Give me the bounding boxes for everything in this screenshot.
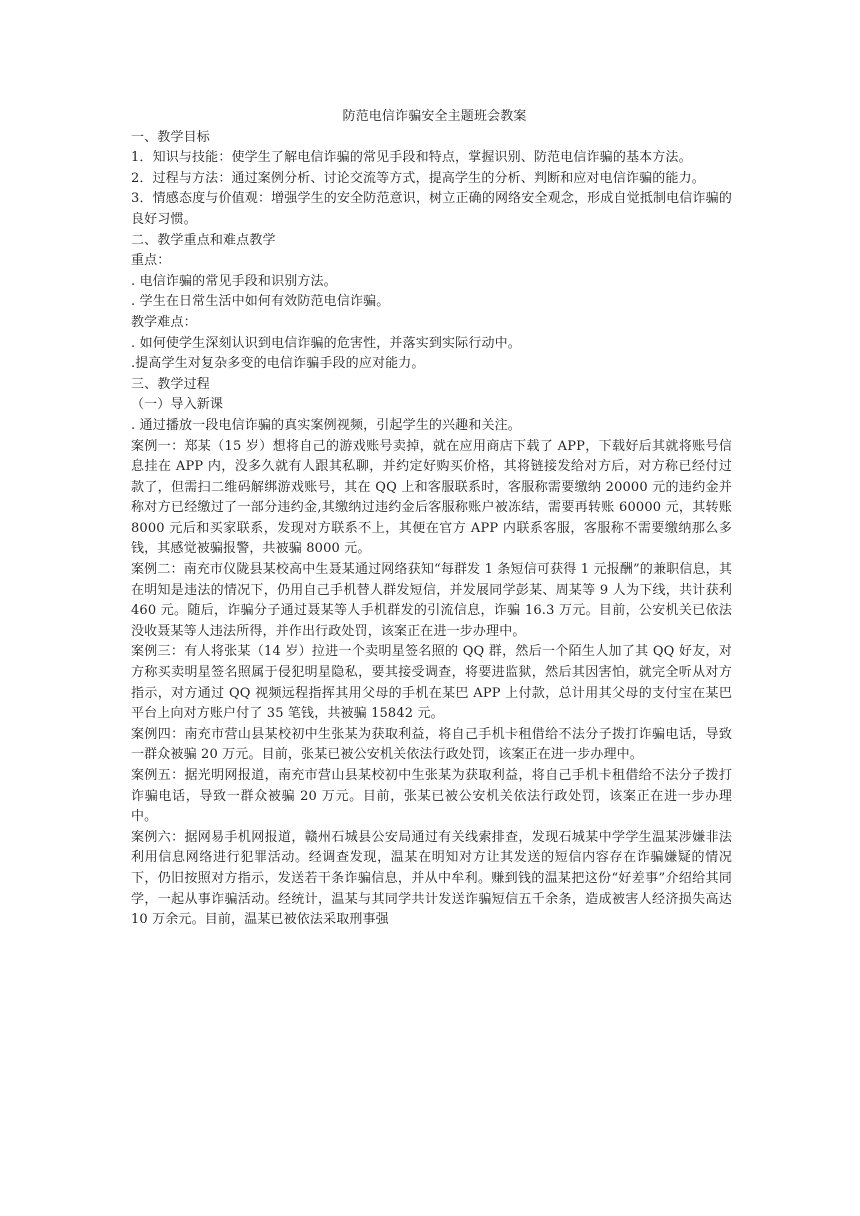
goal-3: 3．情感态度与价值观：增强学生的安全防范意识，树立正确的网络安全观念，形成自觉抵制电信诈骗的良好习惯。 — [131, 191, 732, 227]
heading-teaching-process: 三、教学过程 — [131, 376, 210, 392]
difficulties-label: 教学难点： — [131, 314, 197, 330]
intro-item: . 通过播放一段电信诈骗的真实案例视频，引起学生的兴趣和关注。 — [131, 417, 521, 433]
key-point-2: . 学生在日常生活中如何有效防范电信诈骗。 — [131, 294, 390, 310]
heading-teaching-goals: 一、教学目标 — [131, 129, 210, 145]
key-point-1: . 电信诈骗的常见手段和识别方法。 — [131, 273, 337, 289]
case-6: 案例六：据网易手机网报道，赣州石城县公安局通过有关线索排查，发现石城某中学学生温某涉嫌非法利用信息网络进行犯罪活动。经调查发现，温某在明知对方让其发送的短信内容存在诈骗嫌疑的情况下，仍旧按照对方指示，发送若干条诈骗信息，并从中牟利。赚到钱的温某把这份“好差事”介绍给其同学，一起从事诈骗活动。经统计，温某与其同学共计发送诈骗短信五千余条，造成被害人经济损失高达 10 万余元。目前，温某已被依法采取刑事强 — [131, 829, 732, 928]
case-4: 案例四：南充市营山县某校初中生张某为获取利益，将自己手机卡租借给不法分子拨打诈骗电话，导致一群众被骗 20 万元。目前，张某已被公安机关依法行政处罚，该案正在进一步办理中。 — [131, 726, 732, 763]
document-body — [131, 107, 732, 931]
case-1: 案例一：郑某（15 岁）想将自己的游戏账号卖掉，就在应用商店下载了 APP，下载好后其就将账号信息挂在 APP 内，没多久就有人跟其私聊，并约定好购买价格，其将链接发给对方后，对方称已经付过款了，但需扫二维码解绑游戏账号，其在 QQ 上和客服联系时，客服称需要缴纳 20000 元的违约金并称对方已经缴过了一部分违约金,其缴纳过违约金后客服称账户被冻结，需要再转账 60000 元，其转账 8000 元后和买家联系，发现对方联系不上，其便在官方 APP 内联系客服，客服称不需要缴纳那么多钱，其感觉被骗报警，共被骗 8000 元。 — [131, 438, 732, 557]
difficulty-1: . 如何使学生深刻认识到电信诈骗的危害性，并落实到实际行动中。 — [131, 335, 521, 351]
subheading-intro: （一）导入新课 — [131, 397, 224, 413]
document-title: 防范电信诈骗安全主题班会教案 — [342, 109, 527, 124]
difficulty-2: .提高学生对复杂多变的电信诈骗手段的应对能力。 — [131, 356, 425, 372]
case-3: 案例三：有人将张某（14 岁）拉进一个卖明星签名照的 QQ 群，然后一个陌生人加了其 QQ 好友，对方称买卖明星签名照属于侵犯明星隐私，要其接受调查，将要进监狱，然后其因害怕，就完全听从对方指示，对方通过 QQ 视频远程指挥其用父母的手机在某巴 APP 上付款，总计用其父母的支付宝在某巴平台上向对方账户付了 35 笔钱，共被骗 15842 元。 — [131, 644, 732, 722]
goal-1: 1．知识与技能：使学生了解电信诈骗的常见手段和特点，掌握识别、防范电信诈骗的基本方法。 — [131, 150, 692, 166]
heading-key-points: 二、教学重点和难点教学 — [131, 232, 276, 248]
case-2: 案例二：南充市仪陇县某校高中生聂某通过网络获知“每群发 1 条短信可获得 1 元报酬”的兼职信息，其在明知是违法的情况下，仍用自己手机替人群发短信，并发展同学彭某、周某等 9 人为下线，共计获利 460 元。随后，诈骗分子通过聂某等人手机群发的引流信息，诈骗 16.3 万元。目前，公安机关已依法没收聂某等人违法所得，并作出行政处罚，该案正在进一步办理中。 — [131, 562, 732, 639]
case-5: 案例五：据光明网报道，南充市营山县某校初中生张某为获取利益，将自己手机卡租借给不法分子拨打诈骗电话，导致一群众被骗 20 万元。目前，张某已被公安机关依法行政处罚，该案正在进一步办理中。 — [131, 768, 732, 825]
key-points-label: 重点： — [131, 253, 171, 269]
goal-2: 2．过程与方法：通过案例分析、讨论交流等方式，提高学生的分析、判断和应对电信诈骗的能力。 — [131, 170, 705, 186]
